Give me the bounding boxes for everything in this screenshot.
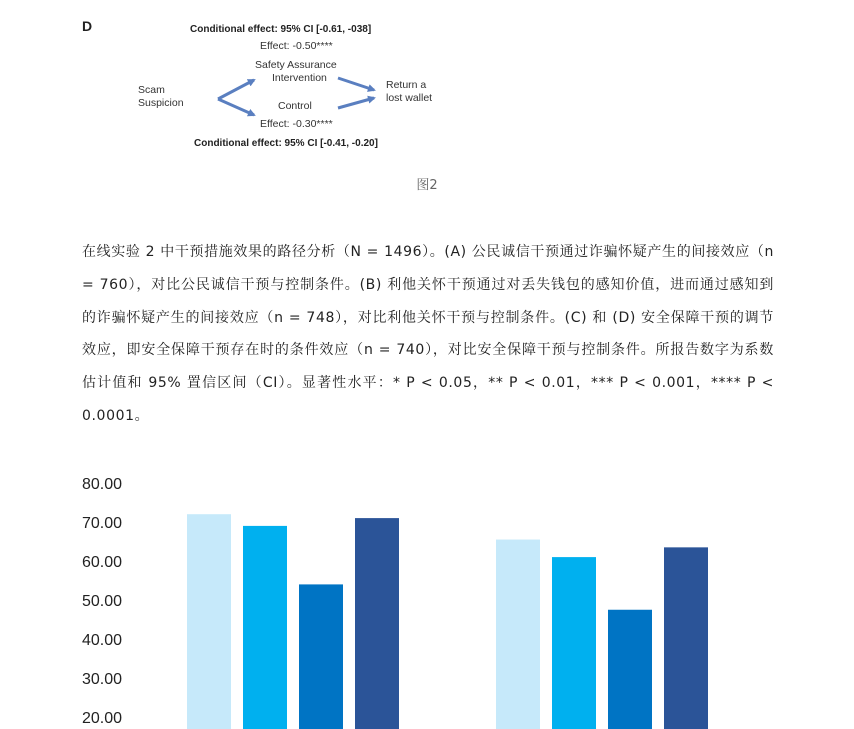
bar-group-2-series-2	[552, 557, 596, 729]
top-conditional-effect: Conditional effect: 95% CI [-0.61, -038]	[190, 24, 372, 35]
bar-group-1-series-4	[355, 518, 399, 729]
arrow-predictor-to-control	[218, 99, 254, 115]
arrow-control-to-outcome	[338, 98, 374, 108]
arrow-predictor-to-intervention	[218, 80, 254, 99]
y-tick-label: 30.00	[81, 671, 122, 688]
bar-chart	[70, 468, 750, 729]
y-tick-label: 70.00	[81, 515, 122, 532]
figure-description	[82, 236, 774, 433]
bar-group-2-series-1	[496, 540, 540, 729]
mediator-top-line-2: Intervention	[272, 72, 327, 84]
bar-group-2-series-4	[664, 547, 708, 729]
predictor-line-2: Suspicion	[138, 97, 184, 109]
bottom-conditional-effect: Conditional effect: 95% CI [-0.41, -0.20]	[194, 138, 378, 149]
figure-caption: 图2	[416, 178, 438, 193]
bar-group-1-series-1	[187, 514, 231, 729]
bottom-path-effect: Effect: -0.30****	[260, 118, 333, 130]
bar-group-2-series-3	[608, 610, 652, 729]
y-tick-label: 20.00	[81, 710, 122, 727]
arrow-intervention-to-outcome	[338, 78, 374, 90]
y-tick-label: 60.00	[81, 554, 122, 571]
figure-d	[82, 14, 482, 164]
top-path-effect: Effect: -0.50****	[260, 40, 333, 52]
panel-letter: D	[82, 18, 93, 34]
bar-group-1-series-3	[299, 584, 343, 729]
predictor-line-1: Scam	[138, 84, 165, 96]
outcome-line-1: Return a	[386, 79, 427, 91]
y-tick-label: 50.00	[81, 593, 122, 610]
bar-group-1-series-2	[243, 526, 287, 729]
y-tick-label: 40.00	[81, 632, 122, 649]
y-tick-label: 80.00	[81, 476, 122, 493]
mediator-top-line-1: Safety Assurance	[255, 59, 337, 71]
description-text: 在线实验 2 中干预措施效果的路径分析（N = 1496）。(A) 公民诚信干预通过诈骗怀疑产生的间接效应（n = 760），对比公民诚信干预与控制条件。(B) 利他关怀干预通过对丢失钱包的感知价值，进而通过感知到的诈骗怀疑产生的间接效应（n = 748），对比利他关怀干预与控制条件。(C) 和 (D) 安全保障干预的调节效应，即安全保障干预存在时的条件效应（n = 740），对比安全保障干预与控制条件。所报告数字为系数估计值和 95% 置信区间（CI）。显著性水平：* P < 0.05，** P < 0.01，*** P < 0.001，**** P < 0.0001。	[82, 244, 774, 424]
outcome-line-2: lost wallet	[386, 92, 433, 104]
mediator-bottom: Control	[278, 100, 312, 112]
